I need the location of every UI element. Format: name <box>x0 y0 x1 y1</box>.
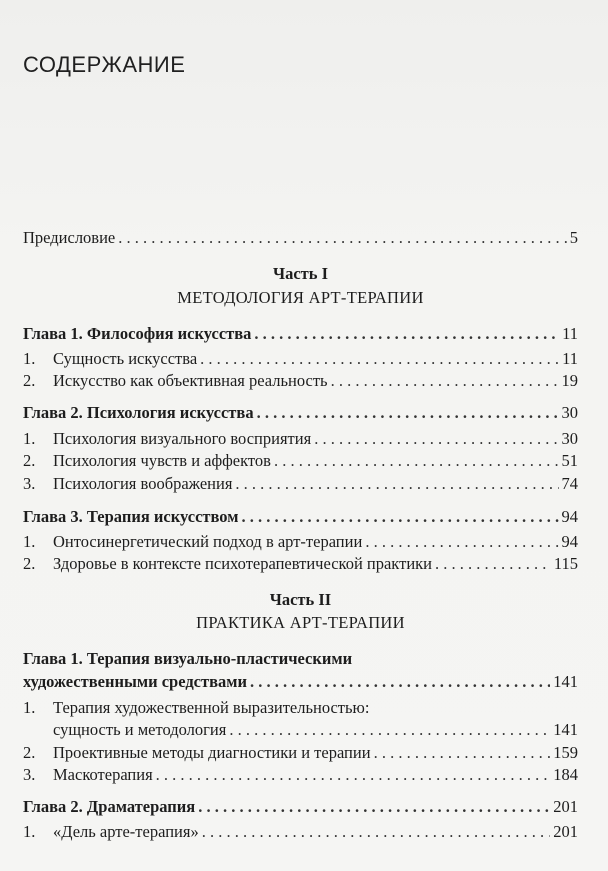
entry-title: Предисловие <box>23 228 116 247</box>
toc-entry-section[interactable] <box>23 473 578 495</box>
entry-page: 141 <box>553 720 578 739</box>
entry-title: Психология воображения <box>53 474 233 493</box>
toc-entry-section[interactable] <box>23 450 578 472</box>
entry-page: 30 <box>561 403 578 422</box>
entry-page: 201 <box>553 797 578 816</box>
entry-page: 30 <box>561 429 578 448</box>
entry-page: 201 <box>553 822 578 841</box>
leader-dots <box>435 553 551 575</box>
toc-entry-section[interactable] <box>23 531 578 553</box>
leader-dots <box>331 370 559 392</box>
leader-dots <box>156 764 551 786</box>
entry-page: 141 <box>553 672 578 691</box>
part-1-title: МЕТОДОЛОГИЯ АРТ-ТЕРАПИИ <box>177 288 424 307</box>
entry-title: Глава 2. Драматерапия <box>23 797 196 816</box>
leader-dots <box>241 506 558 528</box>
section-number: 1. <box>23 822 36 841</box>
leader-dots <box>202 821 551 843</box>
entry-title: Сущность искусства <box>53 349 198 368</box>
toc-entry-section[interactable] <box>23 428 578 450</box>
entry-page: 74 <box>561 474 578 493</box>
entry-title: Маскотерапия <box>53 765 153 784</box>
section-number: 1. <box>23 532 36 551</box>
leader-dots <box>257 402 559 424</box>
toc-entry-section[interactable] <box>53 719 578 741</box>
leader-dots <box>118 227 567 249</box>
toc-entry-chapter-title-line[interactable]: Глава 1. Терапия визуально-пластическими <box>23 649 353 668</box>
entry-title: Искусство как объективная реальность <box>53 371 328 390</box>
leader-dots <box>254 323 559 345</box>
entry-title: Терапия художественной выразительностью: <box>53 698 370 717</box>
leader-dots <box>235 473 558 495</box>
toc-entry-section[interactable] <box>23 821 578 843</box>
toc-entry-section[interactable] <box>23 764 578 786</box>
leader-dots <box>229 719 550 741</box>
toc-entry-section[interactable] <box>23 370 578 392</box>
entry-page: 159 <box>553 743 578 762</box>
entry-title: Глава 1. Философия искусства <box>23 324 252 343</box>
leader-dots <box>314 428 558 450</box>
entry-title: Глава 3. Терапия искусством <box>23 507 239 526</box>
entry-title: Проективные методы диагностики и терапии <box>53 743 371 762</box>
leader-dots <box>274 450 559 472</box>
contents-heading: СОДЕРЖАНИЕ <box>23 52 186 77</box>
entry-title: художественными средствами <box>23 672 248 691</box>
leader-dots <box>250 671 550 693</box>
entry-page: 94 <box>561 507 578 526</box>
toc-entry-part2-chapter-1[interactable] <box>23 671 578 693</box>
section-number: 2. <box>23 554 36 573</box>
entry-title: Глава 2. Психология искусства <box>23 403 254 422</box>
toc-entry-part2-chapter-2[interactable] <box>23 796 578 818</box>
toc-entry-section[interactable] <box>23 348 578 370</box>
toc-entry-section-title-line[interactable] <box>23 697 578 719</box>
entry-title: «Дель арте-терапия» <box>53 822 199 841</box>
leader-dots <box>200 348 559 370</box>
leader-dots <box>198 796 550 818</box>
entry-title: Психология визуального восприятия <box>53 429 312 448</box>
toc-entry-section[interactable] <box>23 742 578 764</box>
section-number: 3. <box>23 765 36 784</box>
section-number: 1. <box>23 349 36 368</box>
leader-dots <box>365 531 558 553</box>
entry-page: 11 <box>562 349 578 368</box>
section-number: 3. <box>23 474 36 493</box>
part-2-title: ПРАКТИКА АРТ-ТЕРАПИИ <box>196 613 405 632</box>
entry-page: 115 <box>553 554 578 573</box>
entry-title: сущность и методология <box>53 720 227 739</box>
part-2-label: Часть II <box>269 590 332 609</box>
toc-entry-preface[interactable] <box>23 227 578 249</box>
toc-entry-chapter-2[interactable] <box>23 402 578 424</box>
leader-dots <box>374 742 551 764</box>
entry-page: 51 <box>561 451 578 470</box>
entry-title: Здоровье в контексте психотерапевтической практики <box>53 554 432 573</box>
entry-page: 11 <box>562 324 578 343</box>
toc-entry-chapter-3[interactable] <box>23 506 578 528</box>
section-number: 2. <box>23 371 36 390</box>
section-number: 2. <box>23 451 36 470</box>
toc-entry-chapter-1[interactable] <box>23 323 578 345</box>
entry-title: Психология чувств и аффектов <box>53 451 271 470</box>
section-number: 1. <box>23 698 36 717</box>
section-number: 2. <box>23 743 36 762</box>
entry-page: 94 <box>561 532 578 551</box>
entry-page: 184 <box>553 765 578 784</box>
entry-title: Онтосинергетический подход в арт-терапии <box>53 532 363 551</box>
part-1-label: Часть I <box>272 264 329 283</box>
entry-page: 5 <box>569 228 578 247</box>
section-number: 1. <box>23 429 36 448</box>
toc-entry-section[interactable] <box>23 553 578 575</box>
entry-page: 19 <box>561 371 578 390</box>
